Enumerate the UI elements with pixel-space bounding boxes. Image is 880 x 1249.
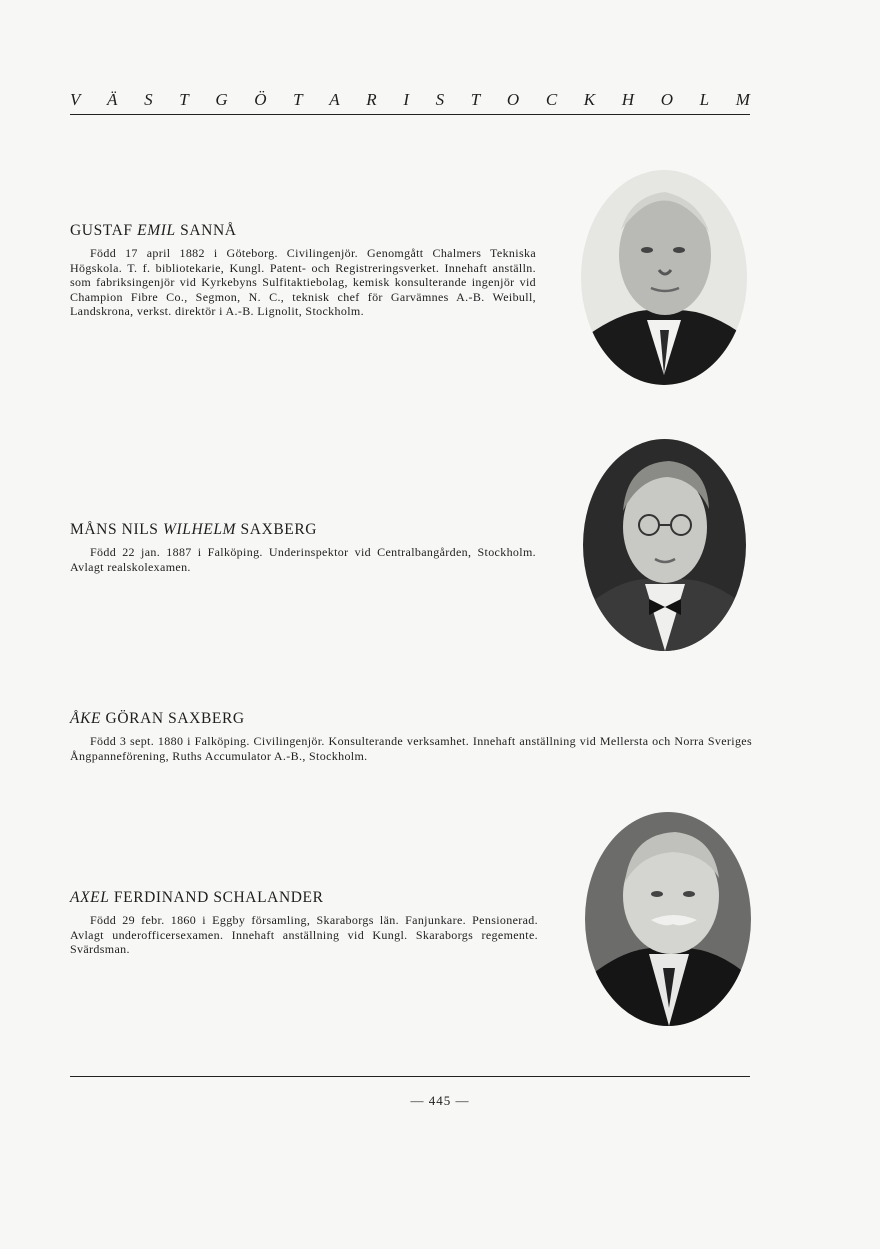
biography-text: Född 29 febr. 1860 i Eggby församling, Skaraborgs län. Fanjunkare. Pensionerad. Avlagt underofficersexamen. Innehaft anställning vid Kungl. Skaraborgs regemente. Svärdsman. xyxy=(70,913,538,956)
person-name: GUSTAF EMIL SANNÅ xyxy=(70,222,237,239)
running-title-letter: M xyxy=(735,90,750,109)
running-title-letter: Ö xyxy=(254,90,267,109)
running-title-letter: K xyxy=(583,90,596,109)
biography-entry xyxy=(70,521,536,574)
biography-text: Född 22 jan. 1887 i Falköping. Underinspektor vid Centralbangården, Stockholm. Avlagt realskolexamen. xyxy=(70,545,536,574)
person-name: AXEL FERDINAND SCHALANDER xyxy=(70,889,324,906)
running-title-letter: V xyxy=(70,90,81,109)
running-title-letter: T xyxy=(293,90,303,109)
biography-entry xyxy=(70,710,752,763)
running-title-letter: Ä xyxy=(107,90,118,109)
portrait-photo-icon xyxy=(583,439,746,651)
running-title-letter: G xyxy=(215,90,228,109)
running-title-letter: A xyxy=(329,90,340,109)
biography-entry xyxy=(70,889,538,957)
running-title-letter: T xyxy=(179,90,189,109)
person-name: MÅNS NILS WILHELM SAXBERG xyxy=(70,521,318,538)
running-title-letter: O xyxy=(660,90,673,109)
running-title-letter: I xyxy=(403,90,409,109)
portrait-photo-icon xyxy=(581,170,747,385)
running-title-letter: R xyxy=(366,90,377,109)
running-title xyxy=(70,90,750,110)
running-title-letter: S xyxy=(144,90,153,109)
running-title-letter: S xyxy=(435,90,445,109)
running-title-letter: C xyxy=(545,90,558,109)
biography-text: Född 17 april 1882 i Göteborg. Civilingenjör. Genomgått Chalmers Tekniska Högskola. T. f. bibliotekarie, Kungl. Patent- och Registreringsverket. Innehaft anställn. som fabriksingenjör vid Kyrkebyns Sulfitaktiebolag, kemisk konsulterande ingenjör vid Champion Fibre Co., Segmon, N. C., teknisk chef för Garvämnes A.-B. Weibull, Landskrona, verkst. direktör i A.-B. Lignolit, Stockholm. xyxy=(70,246,536,318)
running-header xyxy=(70,88,750,115)
running-title-letter: T xyxy=(470,90,481,109)
running-title-letter: H xyxy=(621,90,635,109)
biography-text: Född 3 sept. 1880 i Falköping. Civilingenjör. Konsulterande verksamhet. Innehaft anställning vid Mellersta och Norra Sveriges Ångpanneförening, Ruths Accumulator A.-B., Stockholm. xyxy=(70,734,752,763)
biography-entry xyxy=(70,222,536,319)
running-title-letter: L xyxy=(699,90,710,109)
page-number: — 445 — xyxy=(410,1093,470,1108)
person-name: ÅKE GÖRAN SAXBERG xyxy=(70,710,245,727)
footer-rule xyxy=(70,1076,750,1077)
running-title-letter: O xyxy=(506,90,520,109)
portrait-photo-icon xyxy=(585,812,751,1026)
